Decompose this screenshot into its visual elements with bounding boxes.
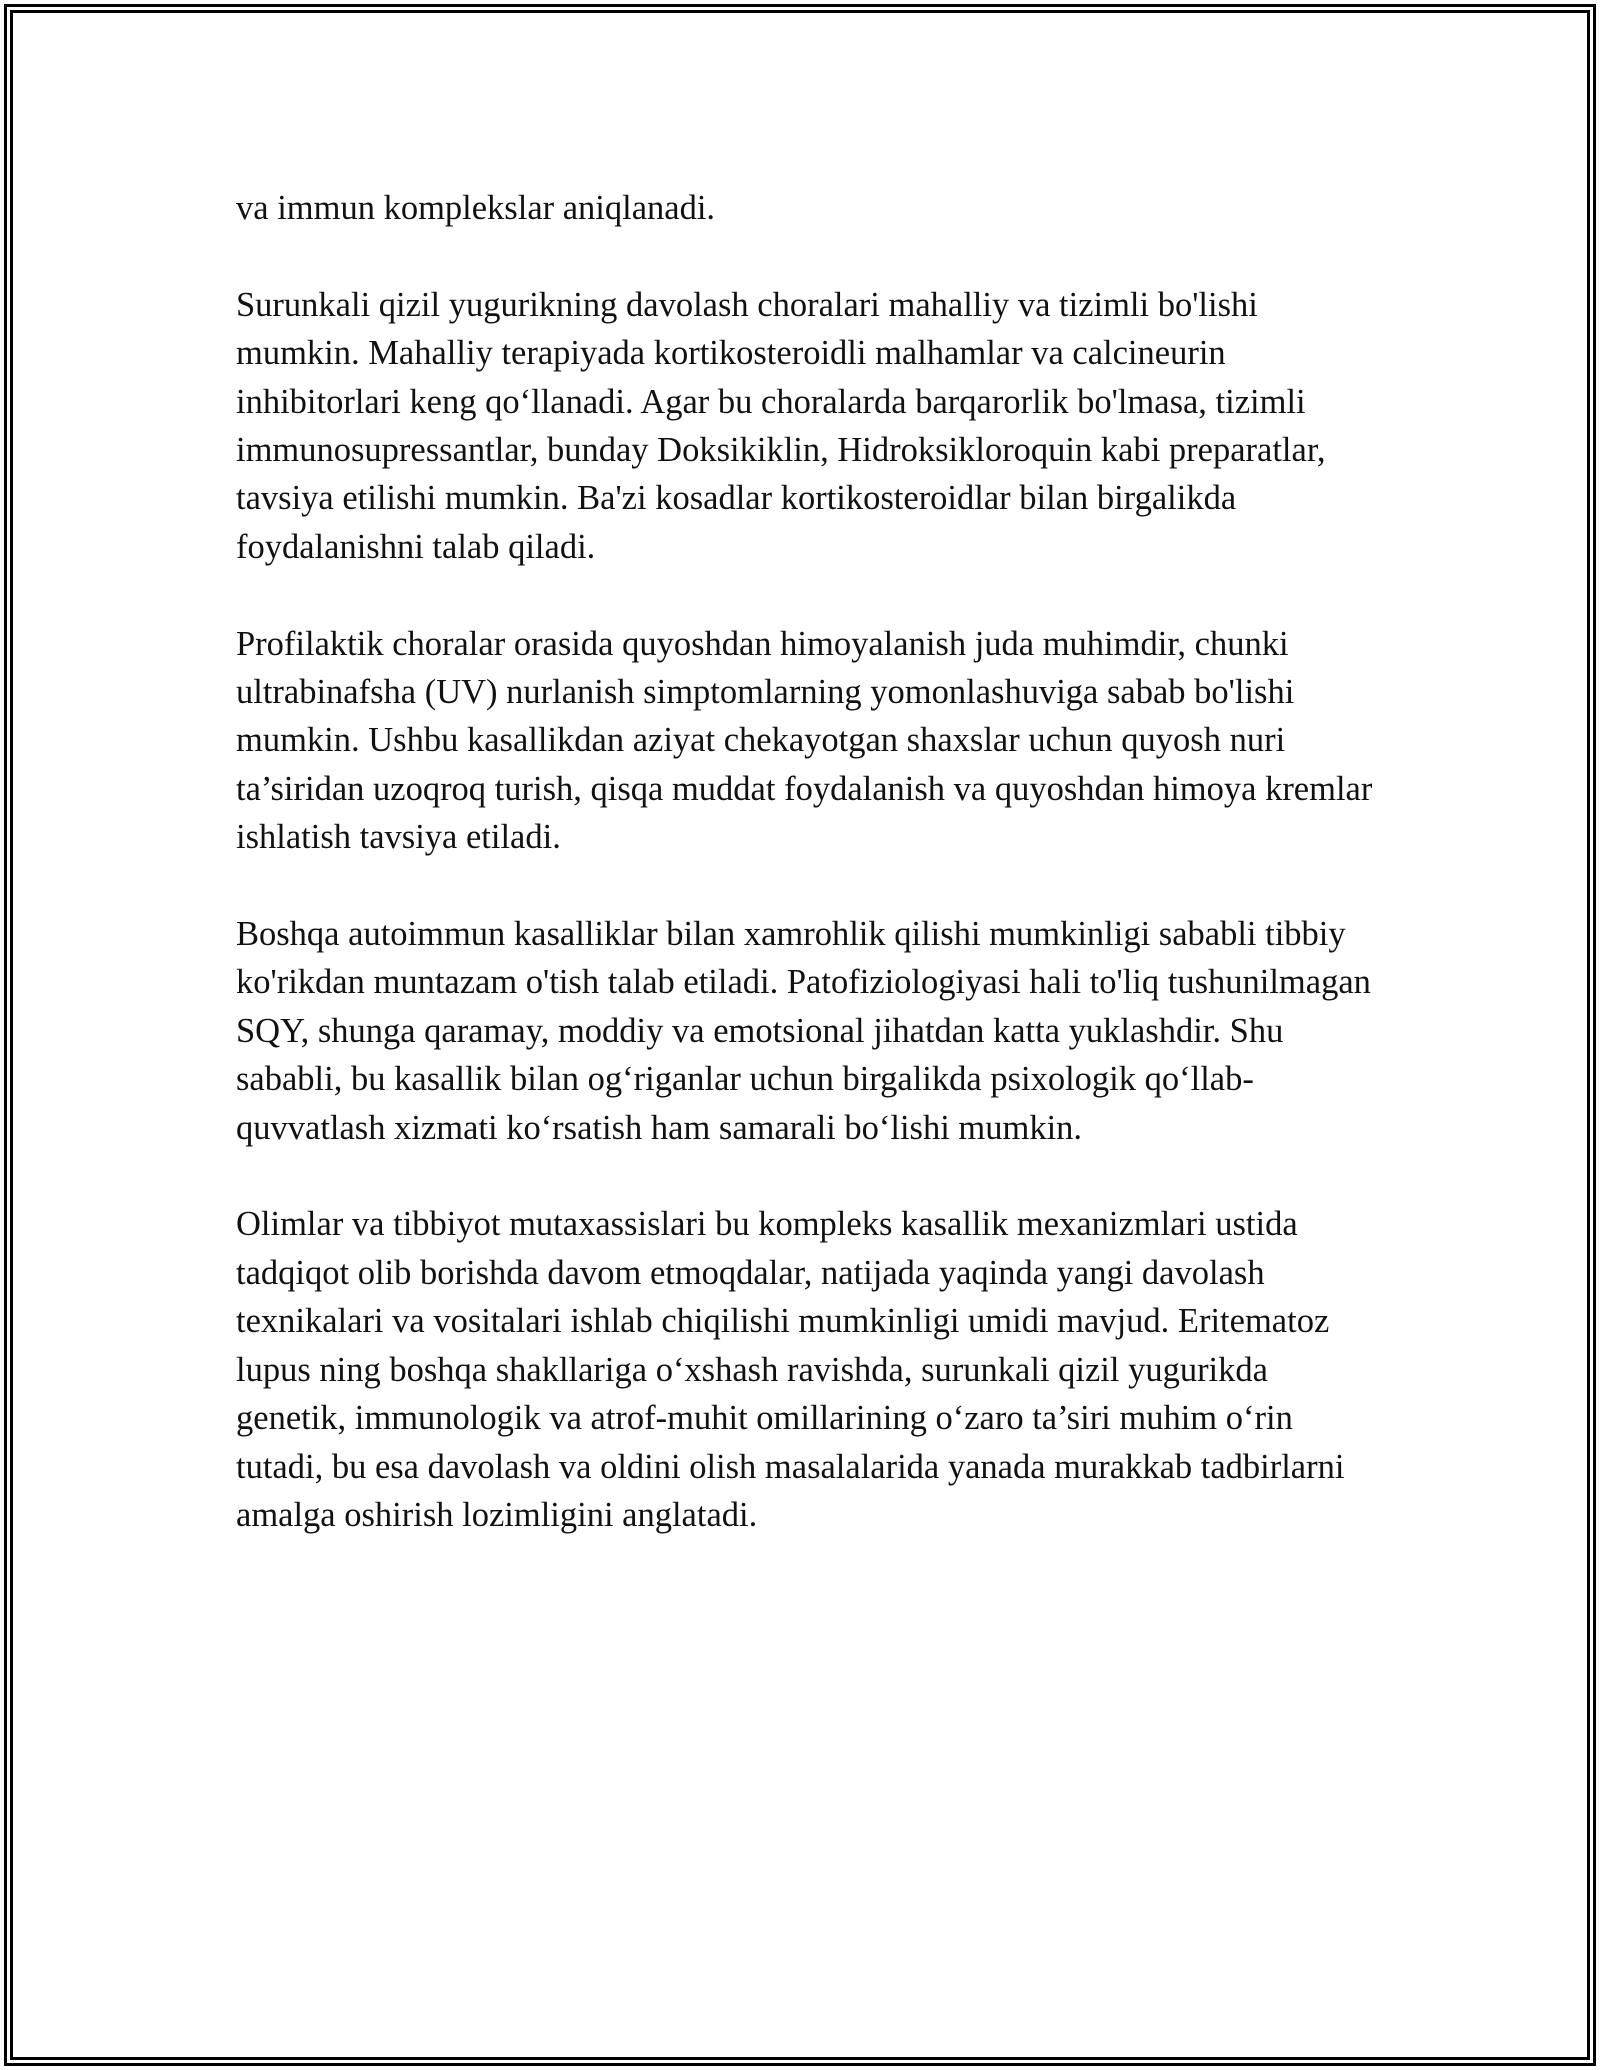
paragraph-continuation: va immun komplekslar aniqlanadi. [236, 189, 716, 227]
paragraph-monitoring: Boshqa autoimmun kasalliklar bilan xamrohlik qilishi mumkinligi sababli tibbiy ko'rikdan muntazam o'tish talab etiladi. Patofiziologiyasi hali to'liq tushunilmagan SQY, shunga qaramay, moddiy va emotsional jihatdan katta yuklashdir. Shu sababli, bu kasallik bilan og‘riganlar uchun birgalikda psixologik qo‘llab-quvvatlash xizmati ko‘rsatish ham samarali bo‘lishi mumkin. [236, 915, 1371, 1147]
paragraph-prevention: Profilaktik choralar orasida quyoshdan himoyalanish juda muhimdir, chunki ultrabinafsha (UV) nurlanish simptomlarning yomonlashuviga sabab bo'lishi mumkin. Ushbu kasallikdan aziyat chekayotgan shaxslar uchun quyosh nuri ta’siridan uzoqroq turish, qisqa muddat foydalanish va quyoshdan himoya kremlar ishlatish tavsiya etiladi. [236, 624, 1373, 857]
paragraph-research: Olimlar va tibbiyot mutaxassislari bu kompleks kasallik mexanizmlari ustida tadqiqot olib borishda davom etmoqdalar, natijada yaqinda yangi davolash texnikalari va vositalari ishlab chiqilishi mumkinligi umidi mavjud. Eritematoz lupus ning boshqa shakllariga o‘xshash ravishda, surunkali qizil yugurikda genetik, immunologik va atrof-muhit omillarining o‘zaro ta’siri muhim o‘rin tutadi, bu esa davolash va oldini olish masalalarida yanada murakkab tadbirlarni amalga oshirish lozimligini anglatadi. [236, 1205, 1345, 1534]
paragraph-treatment: Surunkali qizil yugurikning davolash choralari mahalliy va tizimli bo'lishi mumkin. Mahalliy terapiyada kortikosteroidli malhamlar va calcineurin inhibitorlari keng qo‘llanadi. Agar bu choralarda barqarorlik bo'lmasa, tizimli immunosupressantlar, bunday Doksikiklin, Hidroksikloroquin kabi preparatlar, tavsiya etilishi mumkin. Ba'zi kosadlar kortikosteroidlar bilan birgalikda foydalanishni talab qiladi. [236, 285, 1326, 566]
document-body [236, 184, 1386, 1588]
